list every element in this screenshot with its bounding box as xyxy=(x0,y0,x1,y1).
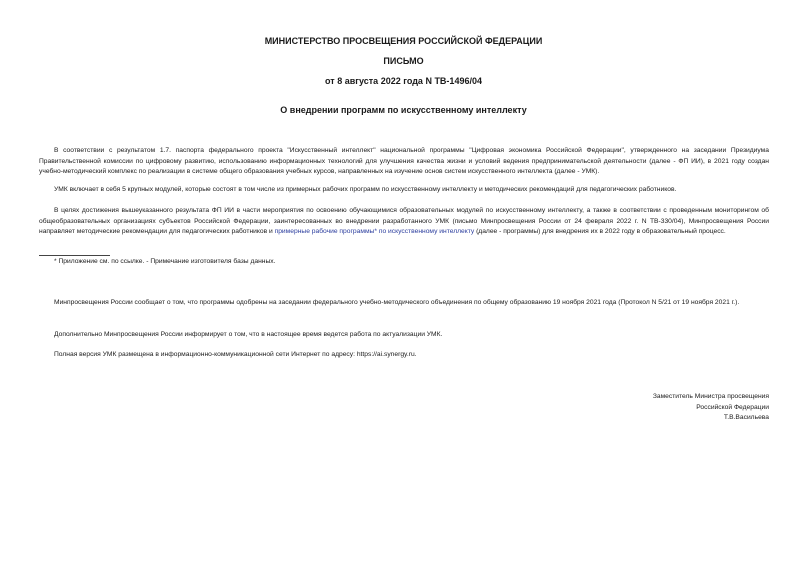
paragraph-6: Полная версия УМК размещена в информационно-коммуникационной сети Интернет по адресу: https://ai.synergy.ru. xyxy=(54,351,417,358)
paragraph-3-text-after: (далее - программы) для внедрения их в 2022 году в образовательный процесс. xyxy=(474,228,726,235)
paragraph-2: УМК включает в себя 5 крупных модулей, которые состоят в том числе из примерных рабочих программ по искусственному интеллекту и методических рекомендаций для педагогических работников. xyxy=(54,186,677,193)
footnote-divider xyxy=(39,255,110,256)
ministry-heading: МИНИСТЕРСТВО ПРОСВЕЩЕНИЯ РОССИЙСКОЙ ФЕДЕРАЦИИ xyxy=(264,36,543,46)
date-number-heading: от 8 августа 2022 года N ТВ-1496/04 xyxy=(325,76,482,86)
footnote: * Приложение см. по ссылке. - Примечание изготовителя базы данных. xyxy=(54,258,276,265)
signatory-position-line-1: Заместитель Министра просвещения xyxy=(652,393,769,400)
paragraph-5: Дополнительно Минпросвещения России информирует о том, что в настоящее время ведется работа по актуализации УМК. xyxy=(54,331,443,338)
programs-link[interactable]: примерные рабочие программы* по искусственному интеллекту xyxy=(274,228,475,235)
paragraph-1: В соответствии с результатом 1.7. паспорта федерального проекта "Искусственный интеллект" национальной программы "Цифровая экономика Российской Федерации", утвержденного на заседании Президиума Правительственной комиссии по цифровому развитию, использованию информационных технологий для улучшения качества жизни и условий ведения предпринимательской деятельности (далее - ФП ИИ), в 2021 году создан учебно-методический комплекс по реализации в системе общего образования учебных курсов, направленных на изучение основ систем искусственного интеллекта (далее - УМК). xyxy=(39,147,769,175)
signature-block xyxy=(653,392,769,424)
paragraph-3 xyxy=(39,206,769,238)
subject-heading: О внедрении программ по искусственному интеллекту xyxy=(280,105,527,115)
signatory-position-line-2: Российской Федерации xyxy=(696,403,769,411)
signatory-name: Т.В.Васильева xyxy=(723,414,769,421)
paragraph-4: Минпросвещения России сообщает о том, что программы одобрены на заседании федерального учебно-методического объединения по общему образованию 19 ноября 2021 года (Протокол N 5/21 от 19 ноября 2021 г.). xyxy=(54,299,740,306)
paragraph-3-text-before: В целях достижения вышеуказанного результата ФП ИИ в части мероприятия по освоению обучающимися образовательных модулей по искусственному интеллекту, а также в соответствии с проведенным мониторингом об общеобразовательных организациях субъектов Российской Федерации, заинтересованных во внедрении разработанного УМК (письмо Минпросвещения России от 24 февраля 2022 г. N ТВ-330/04), Минпросвещения России направляет методические рекомендации для педагогических работников и xyxy=(39,207,769,235)
document-type-heading: ПИСЬМО xyxy=(383,56,424,66)
